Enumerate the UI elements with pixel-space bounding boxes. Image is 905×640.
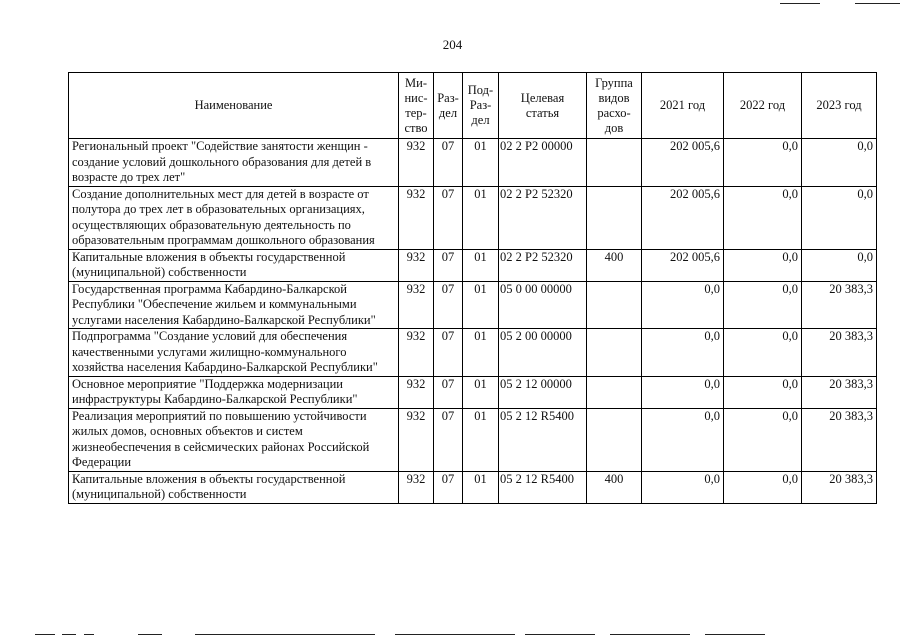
table-row <box>69 329 877 377</box>
row-subsection: 01 <box>463 329 499 377</box>
row-2023: 20 383,3 <box>802 471 877 503</box>
row-target: 05 2 12 R5400 <box>499 408 587 471</box>
row-group <box>587 139 642 187</box>
row-2023: 0,0 <box>802 186 877 249</box>
row-name: Создание дополнительных мест для детей в возрасте от полутора до трех лет в образовательных организациях, осуществляющих образовательную деятельность по образовательным программам дошкольного образования <box>69 186 399 249</box>
row-2023: 20 383,3 <box>802 408 877 471</box>
row-name: Капитальные вложения в объекты государственной (муниципальной) собственности <box>69 249 399 281</box>
row-2021: 202 005,6 <box>642 186 724 249</box>
header-2023: 2023 год <box>802 73 877 139</box>
row-target: 02 2 P2 52320 <box>499 249 587 281</box>
row-2023: 0,0 <box>802 249 877 281</box>
header-ministry: Ми- нис- тер- ство <box>399 73 434 139</box>
row-group: 400 <box>587 471 642 503</box>
row-name: Реализация мероприятий по повышению устойчивости жилых домов, основных объектов и систем жизнеобеспечения в сейсмических районах Российской Федерации <box>69 408 399 471</box>
row-2021: 0,0 <box>642 281 724 329</box>
row-ministry: 932 <box>399 139 434 187</box>
row-name: Региональный проект "Содействие занятости женщин - создание условий дошкольного образования для детей в возрасте до трех лет" <box>69 139 399 187</box>
header-target: Целевая статья <box>499 73 587 139</box>
row-subsection: 01 <box>463 471 499 503</box>
row-target: 02 2 P2 00000 <box>499 139 587 187</box>
row-ministry: 932 <box>399 329 434 377</box>
row-ministry: 932 <box>399 281 434 329</box>
table-row <box>69 471 877 503</box>
row-2022: 0,0 <box>724 471 802 503</box>
row-2023: 20 383,3 <box>802 329 877 377</box>
table-row <box>69 249 877 281</box>
header-2022: 2022 год <box>724 73 802 139</box>
row-target: 05 2 12 00000 <box>499 376 587 408</box>
row-group: 400 <box>587 249 642 281</box>
header-subsection: Под- Раз- дел <box>463 73 499 139</box>
row-group <box>587 281 642 329</box>
row-2021: 0,0 <box>642 471 724 503</box>
table-row <box>69 186 877 249</box>
row-target: 05 0 00 00000 <box>499 281 587 329</box>
row-name: Подпрограмма "Создание условий для обеспечения качественными услугами жилищно-коммунального хозяйства населения Кабардино-Балкарской Республики" <box>69 329 399 377</box>
header-section: Раз- дел <box>434 73 463 139</box>
row-2022: 0,0 <box>724 329 802 377</box>
row-2021: 0,0 <box>642 329 724 377</box>
row-ministry: 932 <box>399 408 434 471</box>
row-section: 07 <box>434 249 463 281</box>
row-target: 05 2 00 00000 <box>499 329 587 377</box>
row-subsection: 01 <box>463 281 499 329</box>
row-name: Капитальные вложения в объекты государственной (муниципальной) собственности <box>69 471 399 503</box>
table-row <box>69 139 877 187</box>
row-2022: 0,0 <box>724 376 802 408</box>
row-ministry: 932 <box>399 471 434 503</box>
row-subsection: 01 <box>463 249 499 281</box>
row-subsection: 01 <box>463 139 499 187</box>
row-2022: 0,0 <box>724 281 802 329</box>
row-2023: 0,0 <box>802 139 877 187</box>
row-section: 07 <box>434 281 463 329</box>
header-2021: 2021 год <box>642 73 724 139</box>
row-subsection: 01 <box>463 376 499 408</box>
table-header-row <box>69 73 877 139</box>
row-section: 07 <box>434 186 463 249</box>
row-2021: 0,0 <box>642 408 724 471</box>
row-target: 02 2 P2 52320 <box>499 186 587 249</box>
header-name: Наименование <box>69 73 399 139</box>
row-name: Государственная программа Кабардино-Балкарской Республики "Обеспечение жильем и коммунальными услугами населения Кабардино-Балкарской Республики" <box>69 281 399 329</box>
row-subsection: 01 <box>463 408 499 471</box>
row-ministry: 932 <box>399 249 434 281</box>
row-2022: 0,0 <box>724 186 802 249</box>
header-expense-group: Группа видов расхо- дов <box>587 73 642 139</box>
row-subsection: 01 <box>463 186 499 249</box>
row-2021: 0,0 <box>642 376 724 408</box>
row-section: 07 <box>434 376 463 408</box>
table-row <box>69 281 877 329</box>
row-2021: 202 005,6 <box>642 139 724 187</box>
row-group <box>587 186 642 249</box>
row-group <box>587 408 642 471</box>
scan-bottom-marks <box>0 628 905 640</box>
row-2022: 0,0 <box>724 408 802 471</box>
row-name: Основное мероприятие "Поддержка модернизации инфраструктуры Кабардино-Балкарской Республики" <box>69 376 399 408</box>
row-ministry: 932 <box>399 186 434 249</box>
row-2022: 0,0 <box>724 249 802 281</box>
row-section: 07 <box>434 408 463 471</box>
row-target: 05 2 12 R5400 <box>499 471 587 503</box>
row-2021: 202 005,6 <box>642 249 724 281</box>
page-number: 204 <box>442 37 463 52</box>
row-2023: 20 383,3 <box>802 376 877 408</box>
row-group <box>587 376 642 408</box>
row-section: 07 <box>434 471 463 503</box>
row-2022: 0,0 <box>724 139 802 187</box>
table-row <box>69 376 877 408</box>
row-section: 07 <box>434 329 463 377</box>
budget-table <box>68 72 877 504</box>
row-group <box>587 329 642 377</box>
row-2023: 20 383,3 <box>802 281 877 329</box>
row-ministry: 932 <box>399 376 434 408</box>
row-section: 07 <box>434 139 463 187</box>
table-row <box>69 408 877 471</box>
